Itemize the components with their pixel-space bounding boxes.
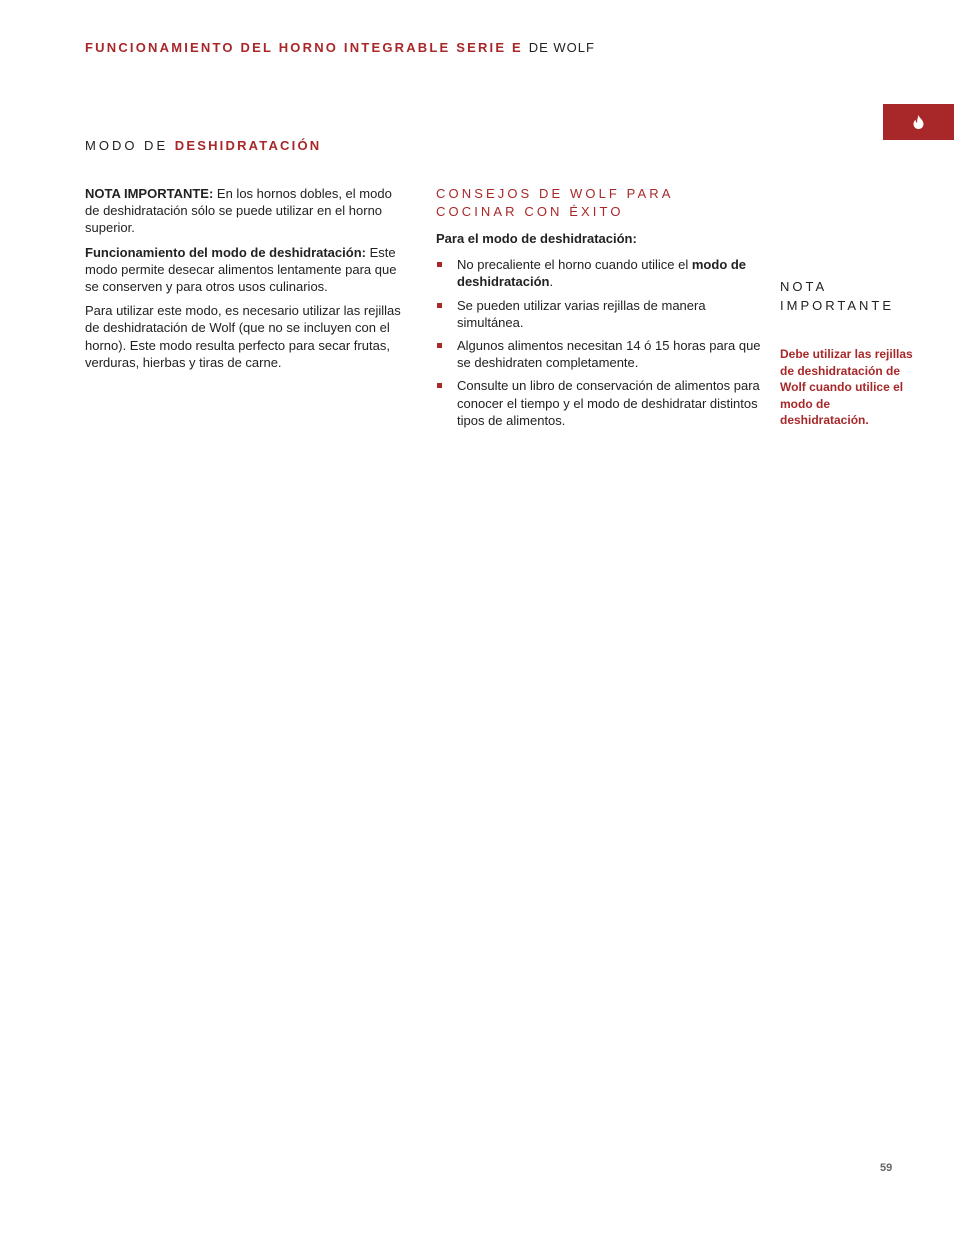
operation-paragraph [85,244,405,296]
tip-end: . [549,274,554,290]
important-note-label: NOTA IMPORTANTE: [85,186,214,201]
tip-item [436,256,761,290]
header-title-strong: FUNCIONAMIENTO DEL HORNO INTEGRABLE SERIE E [85,40,523,55]
tips-column [436,185,761,435]
section-tab [883,104,954,140]
tip-text: No precaliente el horno cuando utilice el [457,257,692,273]
sidebar-note-title-line1: NOTA [780,279,828,294]
usage-paragraph: Para utilizar este modo, es necesario utilizar las rejillas de deshidratación de Wolf (que no se incluyen con el horno). Este modo resulta perfecto para secar frutas, verduras, hierbas y tiras de carne. [85,303,401,370]
tip-bold: modo de deshidratación [457,257,747,290]
tip-item [436,377,761,429]
page-number: 59 [880,1162,893,1174]
tip-item [436,297,761,331]
bullet-icon [437,383,442,388]
flame-icon [913,115,924,129]
operation-label: Funcionamiento del modo de deshidratación: [85,244,366,260]
tips-subtitle: Para el modo de deshidratación: [436,231,637,246]
page-header [85,40,595,55]
operation-text: Este modo permite desecar alimentos lentamente para que se conserven y para otros usos culinarios. [85,244,397,295]
tip-text: Se pueden utilizar varias rejillas de manera simultánea. [457,297,706,330]
important-note-text: En los hornos dobles, el modo de deshidratación sólo se puede utilizar en el horno superior. [85,186,392,236]
section-title-light: MODO DE [85,138,169,153]
important-note-paragraph [85,185,405,237]
tip-text: Algunos alimentos necesitan 14 ó 15 horas para que se deshidraten completamente. [457,338,761,371]
bullet-icon [437,262,442,267]
section-title [85,138,321,153]
intro-column [85,185,405,378]
sidebar-note-title-line2: IMPORTANTE [780,298,895,313]
sidebar-note-message: Debe utilizar las rejillas de deshidratación de Wolf cuando utilice el modo de deshidratación. [780,347,913,428]
tips-list [436,256,761,429]
tips-title: CONSEJOS DE WOLF PARA COCINAR CON ÉXITO [436,186,673,219]
sidebar-note [780,277,920,429]
sidebar-note-title [780,277,920,315]
tip-item [436,337,761,371]
bullet-icon [437,303,442,308]
tip-text: Consulte un libro de conservación de alimentos para conocer el tiempo y el modo de deshidratar distintos tipos de alimentos. [457,378,760,428]
bullet-icon [437,343,442,348]
header-title-light: DE WOLF [528,40,595,55]
section-title-strong: DESHIDRATACIÓN [174,138,322,153]
